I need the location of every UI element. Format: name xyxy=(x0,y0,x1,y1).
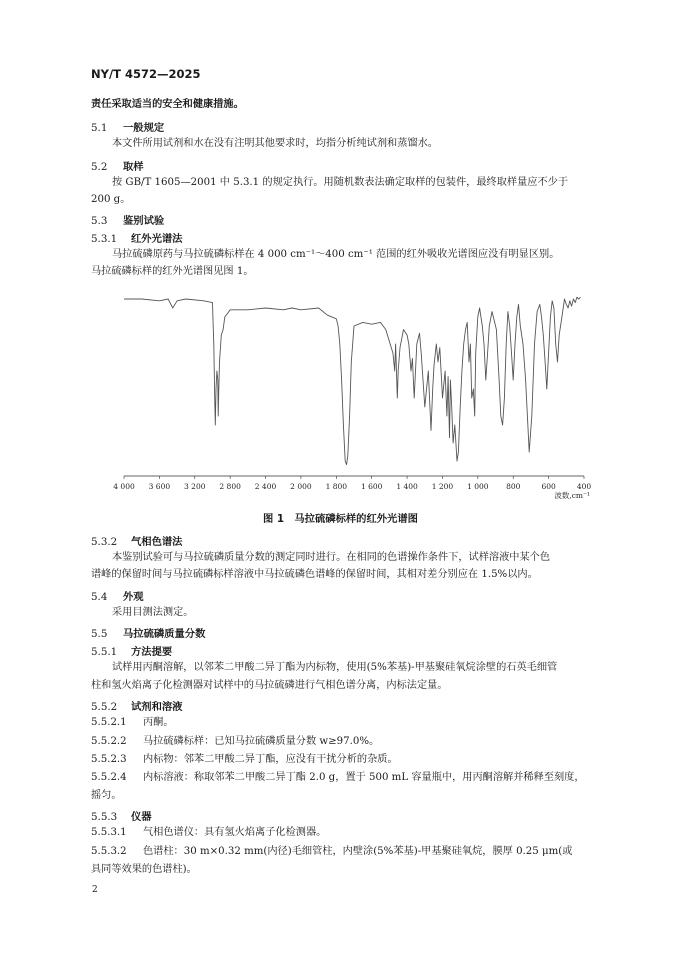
section-title: 取样 xyxy=(123,161,144,173)
section-5-5-3-heading xyxy=(91,808,152,823)
item-5-5-2-4 xyxy=(91,771,585,785)
x-tick-label: 1 400 xyxy=(396,482,418,491)
x-axis xyxy=(124,476,584,479)
continued-text: 责任采取适当的安全和健康措施。 xyxy=(91,98,244,110)
item-number: 5.5.2.1 xyxy=(91,717,127,728)
x-axis-label: 波数,cm⁻¹ xyxy=(554,491,590,500)
item-5-5-2-1 xyxy=(91,716,174,730)
x-tick-label: 3 200 xyxy=(184,482,206,491)
x-tick-label: 1 000 xyxy=(467,482,489,491)
section-number: 5.5.2 xyxy=(91,701,118,713)
figure-caption: 图 1 马拉硫磷标样的红外光谱图 xyxy=(263,513,418,525)
plot-area xyxy=(124,297,581,464)
item-text: 丙酮。 xyxy=(143,717,174,728)
x-tick-label: 1 200 xyxy=(431,482,454,491)
item-5-5-2-2 xyxy=(91,735,379,749)
section-title: 红外光谱法 xyxy=(131,233,183,245)
section-5-5-heading xyxy=(91,625,205,640)
section-title: 一般规定 xyxy=(123,122,165,134)
spectrum-line xyxy=(124,297,581,464)
section-number: 5.5 xyxy=(91,628,108,640)
section-5-1-heading xyxy=(91,119,164,134)
item-number: 5.5.3.2 xyxy=(91,846,127,857)
section-title: 外观 xyxy=(123,591,144,603)
item-number: 5.5.2.3 xyxy=(91,754,127,765)
x-tick-label: 2 800 xyxy=(219,482,241,491)
item-number: 5.5.2.4 xyxy=(91,772,127,783)
section-number: 5.5.1 xyxy=(91,646,118,658)
x-tick-label: 1 800 xyxy=(325,482,348,491)
section-title: 仪器 xyxy=(131,811,152,823)
section-5-3-heading xyxy=(91,212,164,227)
item-number: 5.5.3.1 xyxy=(91,827,127,838)
section-5-4-heading xyxy=(91,588,144,603)
section-5-5-1-heading xyxy=(91,643,172,658)
section-title: 试剂和溶液 xyxy=(131,701,183,713)
item-5-5-2-3 xyxy=(91,753,398,767)
paragraph: 按 GB/T 1605—2001 中 5.3.1 的规定执行。用随机数表法确定取样的包装件，最终取样量应不少于 xyxy=(112,177,569,188)
item-text: 内标溶液：称取邻苯二甲酸二异丁酯 2.0 g，置于 500 mL 容量瓶中，用丙酮溶解并稀释至刻度， xyxy=(143,772,585,783)
item-text: 色谱柱：30 m×0.32 mm(内径)毛细管柱，内壁涂(5%苯基)-甲基聚硅氧烷，膜厚 0.25 μm(或 xyxy=(143,846,573,857)
section-title: 马拉硫磷质量分数 xyxy=(123,628,206,640)
x-tick-label: 2 400 xyxy=(254,482,277,491)
x-tick-label: 400 xyxy=(576,482,592,491)
section-title: 气相色谱法 xyxy=(131,536,183,548)
ir-spectrum-chart xyxy=(113,286,595,504)
item-5-5-3-2 xyxy=(91,845,572,859)
item-number: 5.5.2.2 xyxy=(91,736,127,747)
section-number: 5.2 xyxy=(91,161,108,173)
x-tick-label: 3 600 xyxy=(148,482,171,491)
section-title: 鉴别试验 xyxy=(123,215,165,227)
page-number: 2 xyxy=(92,885,98,895)
section-5-3-1-heading xyxy=(91,230,182,245)
x-tick-label: 1 600 xyxy=(360,482,383,491)
section-title: 方法提要 xyxy=(131,646,173,658)
item-text-cont: 具同等效果的色谱柱)。 xyxy=(91,864,197,875)
paragraph-cont: 马拉硫磷标样的红外光谱图见图 1。 xyxy=(91,266,254,277)
paragraph: 采用目测法测定。 xyxy=(112,607,194,618)
paragraph: 马拉硫磷原药与马拉硫磷标样在 4 000 cm⁻¹～400 cm⁻¹ 范围的红外吸收光谱图应没有明显区别。 xyxy=(112,249,560,260)
paragraph-cont: 200 g。 xyxy=(91,194,131,205)
x-tick-label: 600 xyxy=(541,482,556,491)
section-number: 5.4 xyxy=(91,591,108,603)
item-text: 气相色谱仪：具有氢火焰离子化检测器。 xyxy=(143,827,327,838)
item-5-5-3-1 xyxy=(91,826,326,840)
x-tick-label: 4 000 xyxy=(113,482,135,491)
x-tick-label: 2 000 xyxy=(290,482,312,491)
item-text: 马拉硫磷标样：已知马拉硫磷质量分数 w≥97.0%。 xyxy=(143,736,380,747)
section-number: 5.3.2 xyxy=(91,536,118,548)
section-number: 5.3 xyxy=(91,215,108,227)
paragraph-cont: 柱和氢火焰离子化检测器对试样中的马拉硫磷进行气相色谱分离，内标法定量。 xyxy=(91,680,448,691)
item-text: 内标物：邻苯二甲酸二异丁酯，应没有干扰分析的杂质。 xyxy=(143,754,398,765)
item-text-cont: 摇匀。 xyxy=(91,790,122,801)
paragraph: 本鉴别试验可与马拉硫磷质量分数的测定同时进行。在相同的色谱操作条件下，试样溶液中某个色 xyxy=(112,552,551,563)
section-5-2-heading xyxy=(91,158,144,173)
paragraph: 本文件所用试剂和水在没有注明其他要求时，均指分析纯试剂和蒸馏水。 xyxy=(112,138,438,149)
standard-code: NY/T 4572—2025 xyxy=(91,67,201,81)
x-tick-labels xyxy=(113,482,591,491)
x-tick-label: 800 xyxy=(506,482,521,491)
paragraph-cont: 谱峰的保留时间与马拉硫磷标样溶液中马拉硫磷色谱峰的保留时间，其相对差分别应在 1.5%以内。 xyxy=(91,569,538,580)
section-number: 5.3.1 xyxy=(91,233,118,245)
section-number: 5.5.3 xyxy=(91,811,118,823)
section-5-5-2-heading xyxy=(91,698,182,713)
section-5-3-2-heading xyxy=(91,533,182,548)
paragraph: 试样用丙酮溶解，以邻苯二甲酸二异丁酯为内标物，使用(5%苯基)-甲基聚硅氧烷涂壁的石英毛细管 xyxy=(112,662,558,673)
section-number: 5.1 xyxy=(91,122,108,134)
